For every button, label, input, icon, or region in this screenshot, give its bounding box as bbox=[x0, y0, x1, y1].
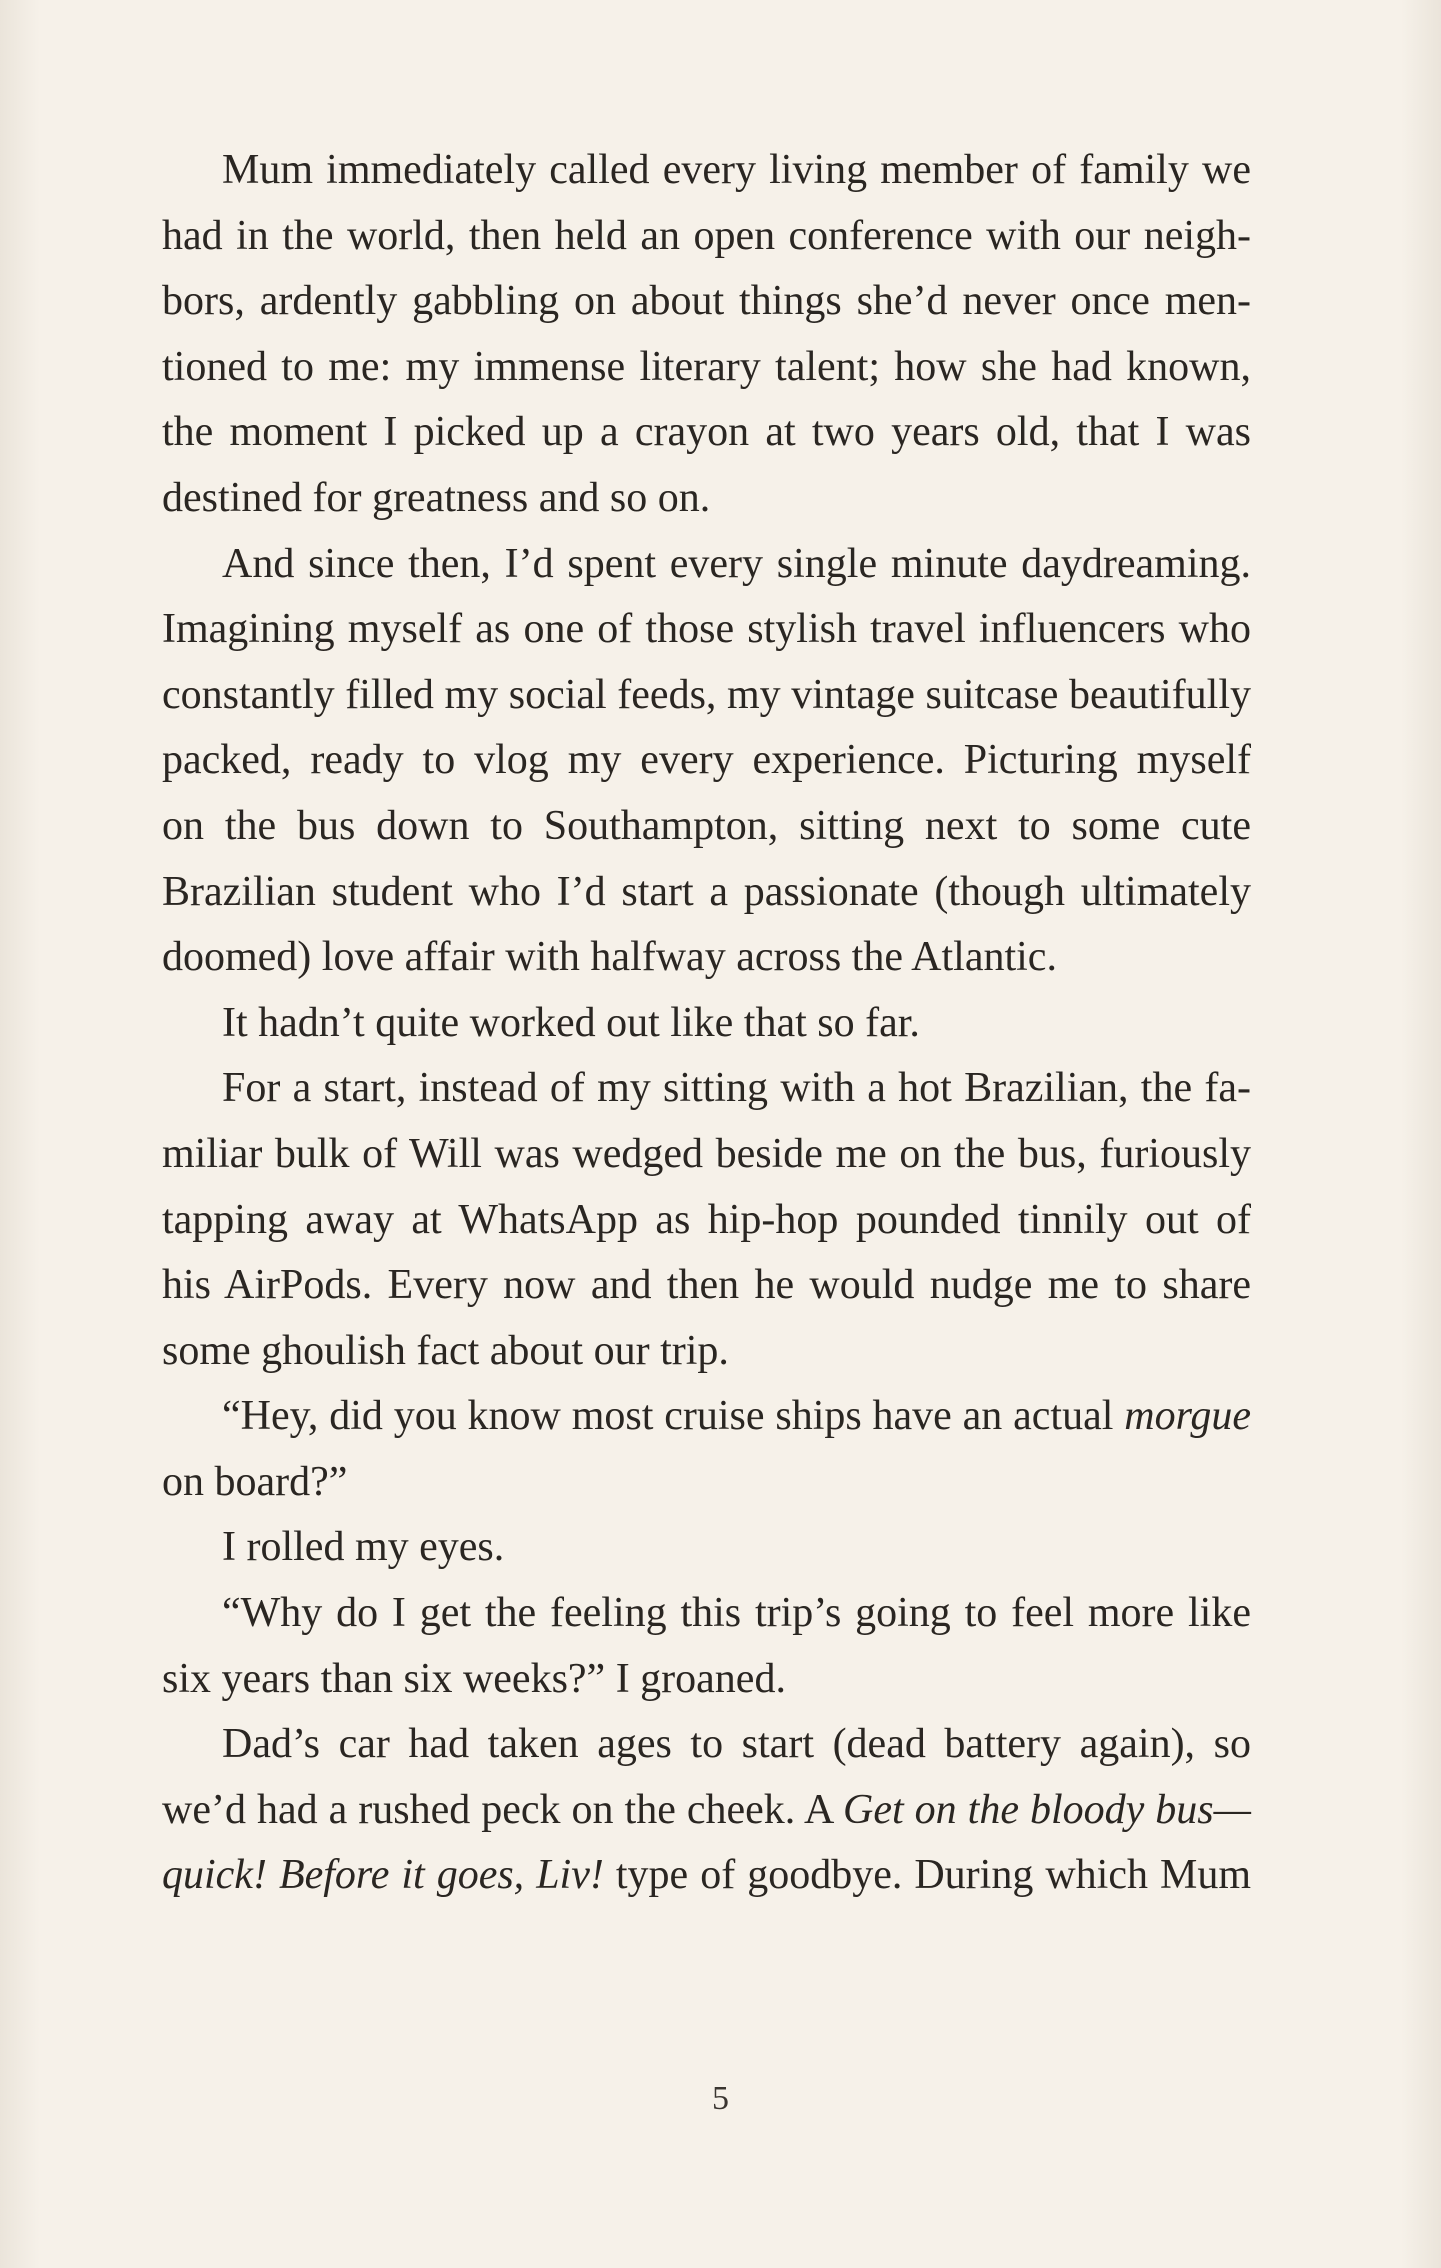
text-line: the moment I picked up a crayon at two years old, that I was bbox=[162, 409, 1251, 456]
text-line: tioned to me: my immense literary talent; how she had known, bbox=[162, 343, 1251, 390]
text-span: type of goodbye. During which Mum bbox=[615, 1852, 1252, 1899]
text-line: And since then, I’d spent every single minute daydreaming. bbox=[222, 540, 1251, 587]
text-line bbox=[162, 1778, 1251, 1844]
page-edge-shadow-right bbox=[1401, 0, 1441, 2268]
page-edge-shadow-left bbox=[0, 0, 40, 2268]
text-line: Mum immediately called every living member of family we bbox=[222, 147, 1251, 193]
text-line: some ghoulish fact about our trip. bbox=[162, 1327, 729, 1374]
text-span: we’d had a rushed peck on the cheek. A bbox=[162, 1786, 832, 1833]
text-line: Dad’s car had taken ages to start (dead battery again), so bbox=[222, 1721, 1251, 1768]
paragraph bbox=[162, 991, 1251, 1057]
italic-text: quick! Before it goes, Liv! bbox=[162, 1852, 604, 1899]
paragraph bbox=[162, 1384, 1251, 1515]
text-line: his AirPods. Every now and then he would nudge me to share bbox=[162, 1262, 1251, 1309]
text-line: six years than six weeks?” I groaned. bbox=[162, 1655, 786, 1702]
paragraph bbox=[162, 1056, 1251, 1384]
italic-text: Get on the bloody bus— bbox=[843, 1786, 1252, 1833]
text-line: Brazilian student who I’d start a passionate (though ultimately bbox=[162, 868, 1251, 915]
text-line: constantly filled my social feeds, my vintage suitcase beautifully bbox=[162, 671, 1251, 718]
paragraph bbox=[162, 138, 1251, 532]
text-line: For a start, instead of my sitting with a hot Brazilian, the fa- bbox=[222, 1065, 1251, 1112]
text-line: I rolled my eyes. bbox=[222, 1524, 505, 1571]
text-line: destined for greatness and so on. bbox=[162, 474, 711, 521]
paragraph bbox=[162, 532, 1251, 991]
text-line: doomed) love affair with halfway across the Atlantic. bbox=[162, 934, 1057, 981]
text-line: packed, ready to vlog my every experience. Picturing myself bbox=[162, 737, 1251, 784]
text-line: It hadn’t quite worked out like that so far. bbox=[222, 999, 920, 1046]
text-line: miliar bulk of Will was wedged beside me on the bus, furiously bbox=[162, 1130, 1251, 1177]
text-line bbox=[162, 1384, 1251, 1450]
paragraph bbox=[162, 1515, 1251, 1581]
text-line: had in the world, then held an open conference with our neigh- bbox=[162, 212, 1251, 259]
paragraph bbox=[162, 1581, 1251, 1712]
text-line: “Why do I get the feeling this trip’s going to feel more like bbox=[222, 1590, 1251, 1637]
text-line: on board?” bbox=[162, 1458, 348, 1505]
text-line bbox=[162, 1843, 1251, 1909]
paragraph bbox=[162, 1712, 1251, 1909]
italic-text: morgue bbox=[1124, 1393, 1252, 1440]
text-line: on the bus down to Southampton, sitting next to some cute bbox=[162, 802, 1251, 849]
text-line: Imagining myself as one of those stylish travel influencers who bbox=[162, 606, 1251, 653]
text-line: bors, ardently gabbling on about things she’d never once men- bbox=[162, 278, 1251, 325]
body-text bbox=[162, 138, 1251, 1909]
text-line: tapping away at WhatsApp as hip-hop pounded tinnily out of bbox=[162, 1196, 1251, 1243]
page-number: 5 bbox=[712, 2080, 729, 2117]
text-span: “Hey, did you know most cruise ships have an actual bbox=[222, 1393, 1114, 1440]
